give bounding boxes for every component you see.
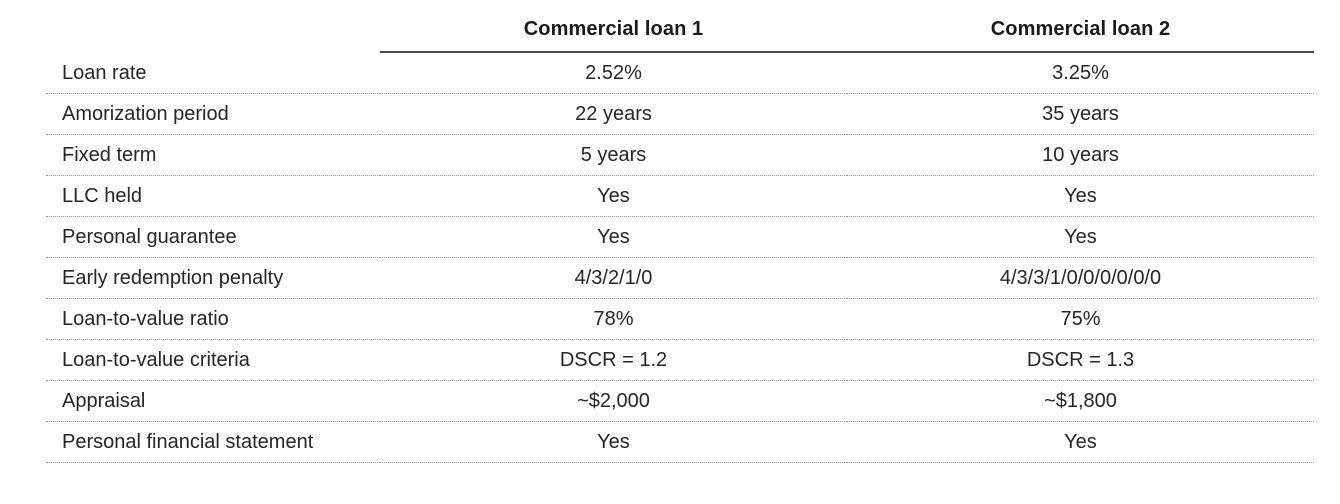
row-value-loan-2: 4/3/3/1/0/0/0/0/0/0 bbox=[847, 258, 1314, 299]
table-body bbox=[46, 52, 1314, 463]
document-sheet bbox=[0, 14, 1340, 504]
row-label: Appraisal bbox=[46, 381, 380, 422]
row-value-loan-1: 4/3/2/1/0 bbox=[380, 258, 847, 299]
row-value-loan-2: 3.25% bbox=[847, 52, 1314, 94]
table-row bbox=[46, 52, 1314, 94]
row-value-loan-2: ~$1,800 bbox=[847, 381, 1314, 422]
table-row bbox=[46, 381, 1314, 422]
row-label: Loan-to-value ratio bbox=[46, 299, 380, 340]
table-row bbox=[46, 258, 1314, 299]
column-header-commercial-loan-2: Commercial loan 2 bbox=[847, 14, 1314, 52]
row-label: Fixed term bbox=[46, 135, 380, 176]
table-header-row bbox=[46, 14, 1314, 52]
row-value-loan-1: 2.52% bbox=[380, 52, 847, 94]
row-label: Early redemption penalty bbox=[46, 258, 380, 299]
row-label: LLC held bbox=[46, 176, 380, 217]
row-value-loan-1: ~$2,000 bbox=[380, 381, 847, 422]
row-value-loan-1: 5 years bbox=[380, 135, 847, 176]
table-row bbox=[46, 422, 1314, 463]
table-row bbox=[46, 176, 1314, 217]
row-label: Loan-to-value criteria bbox=[46, 340, 380, 381]
table-row bbox=[46, 340, 1314, 381]
column-header-commercial-loan-1: Commercial loan 1 bbox=[380, 14, 847, 52]
row-value-loan-2: Yes bbox=[847, 176, 1314, 217]
table-row bbox=[46, 135, 1314, 176]
row-value-loan-2: Yes bbox=[847, 217, 1314, 258]
row-value-loan-2: DSCR = 1.3 bbox=[847, 340, 1314, 381]
row-label: Personal financial statement bbox=[46, 422, 380, 463]
table-row bbox=[46, 299, 1314, 340]
row-value-loan-1: Yes bbox=[380, 422, 847, 463]
row-label: Loan rate bbox=[46, 52, 380, 94]
row-value-loan-2: Yes bbox=[847, 422, 1314, 463]
row-value-loan-1: Yes bbox=[380, 217, 847, 258]
row-label: Personal guarantee bbox=[46, 217, 380, 258]
row-value-loan-1: 22 years bbox=[380, 94, 847, 135]
loan-comparison-table bbox=[46, 14, 1314, 463]
row-value-loan-1: DSCR = 1.2 bbox=[380, 340, 847, 381]
table-corner-cell bbox=[46, 14, 380, 52]
table-row bbox=[46, 94, 1314, 135]
row-value-loan-2: 35 years bbox=[847, 94, 1314, 135]
row-value-loan-1: 78% bbox=[380, 299, 847, 340]
row-value-loan-1: Yes bbox=[380, 176, 847, 217]
row-value-loan-2: 10 years bbox=[847, 135, 1314, 176]
row-value-loan-2: 75% bbox=[847, 299, 1314, 340]
table-header bbox=[46, 14, 1314, 52]
table-row bbox=[46, 217, 1314, 258]
row-label: Amorization period bbox=[46, 94, 380, 135]
